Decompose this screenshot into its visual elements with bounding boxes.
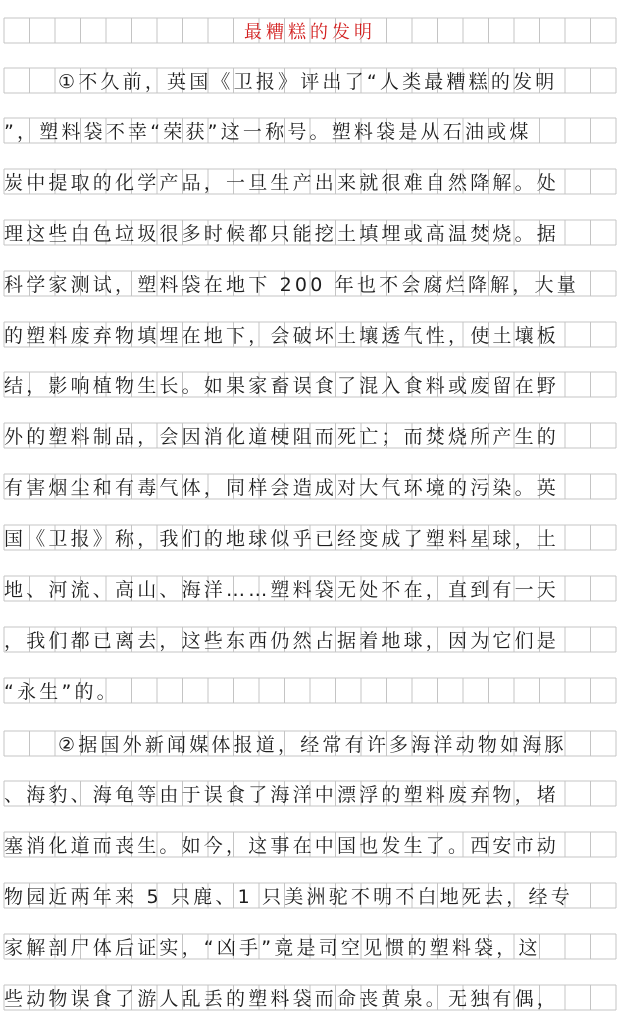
text-line: 、海豹、海龟等由于误食了海洋中漂浮的塑料废弃物，堵 <box>4 784 560 806</box>
document-title: 最糟糕的发明 <box>244 21 376 43</box>
text-line: 理这些白色垃圾很多时候都只能挖土填埋或高温焚烧。据 <box>4 223 560 245</box>
text-line: “永生”的。 <box>4 681 119 703</box>
text-line: ，我们都已离去，这些东西仍然占据着地球，因为它们是 <box>4 630 560 652</box>
text-line: 炭中提取的化学产品，一旦生产出来就很难自然降解。处 <box>4 172 560 194</box>
text-line: 国《卫报》称，我们的地球似乎已经变成了塑料星球，土 <box>4 528 560 550</box>
text-line: ”，塑料袋不幸“荣获”这一称号。塑料袋是从石油或煤 <box>4 121 532 143</box>
text-line: 有害烟尘和有毒气体，同样会造成对大气环境的污染。英 <box>4 477 560 499</box>
text-line: 结，影响植物生长。如果家畜误食了混入食料或废留在野 <box>4 375 560 397</box>
text-line: 物园近两年来 5 只鹿、1 只美洲驼不明不白地死去，经专 <box>4 886 573 908</box>
text-line: 塞消化道而丧生。如今，这事在中国也发生了。西安市动 <box>4 835 560 857</box>
text-line: 外的塑料制品，会因消化道梗阻而死亡；而焚烧所产生的 <box>4 426 560 448</box>
text-line: 科学家测试，塑料袋在地下 200 年也不会腐烂降解，大量 <box>4 274 579 296</box>
text-line: 的塑料废弃物填埋在地下，会破坏土壤透气性，使土壤板 <box>4 325 560 347</box>
text-line: 地、河流、高山、海洋……塑料袋无处不在，直到有一天 <box>4 579 560 601</box>
text-line: 家解剖尸体后证实，“凶手”竟是司空见惯的塑料袋，这 <box>4 937 541 959</box>
text-line: ①不久前，英国《卫报》评出了“人类最糟糕的发明 <box>58 71 558 93</box>
text-line: ②据国外新闻媒体报道，经常有许多海洋动物如海豚 <box>58 734 567 756</box>
text-line: 些动物误食了游人乱丢的塑料袋而命丧黄泉。无独有偶， <box>4 988 560 1010</box>
